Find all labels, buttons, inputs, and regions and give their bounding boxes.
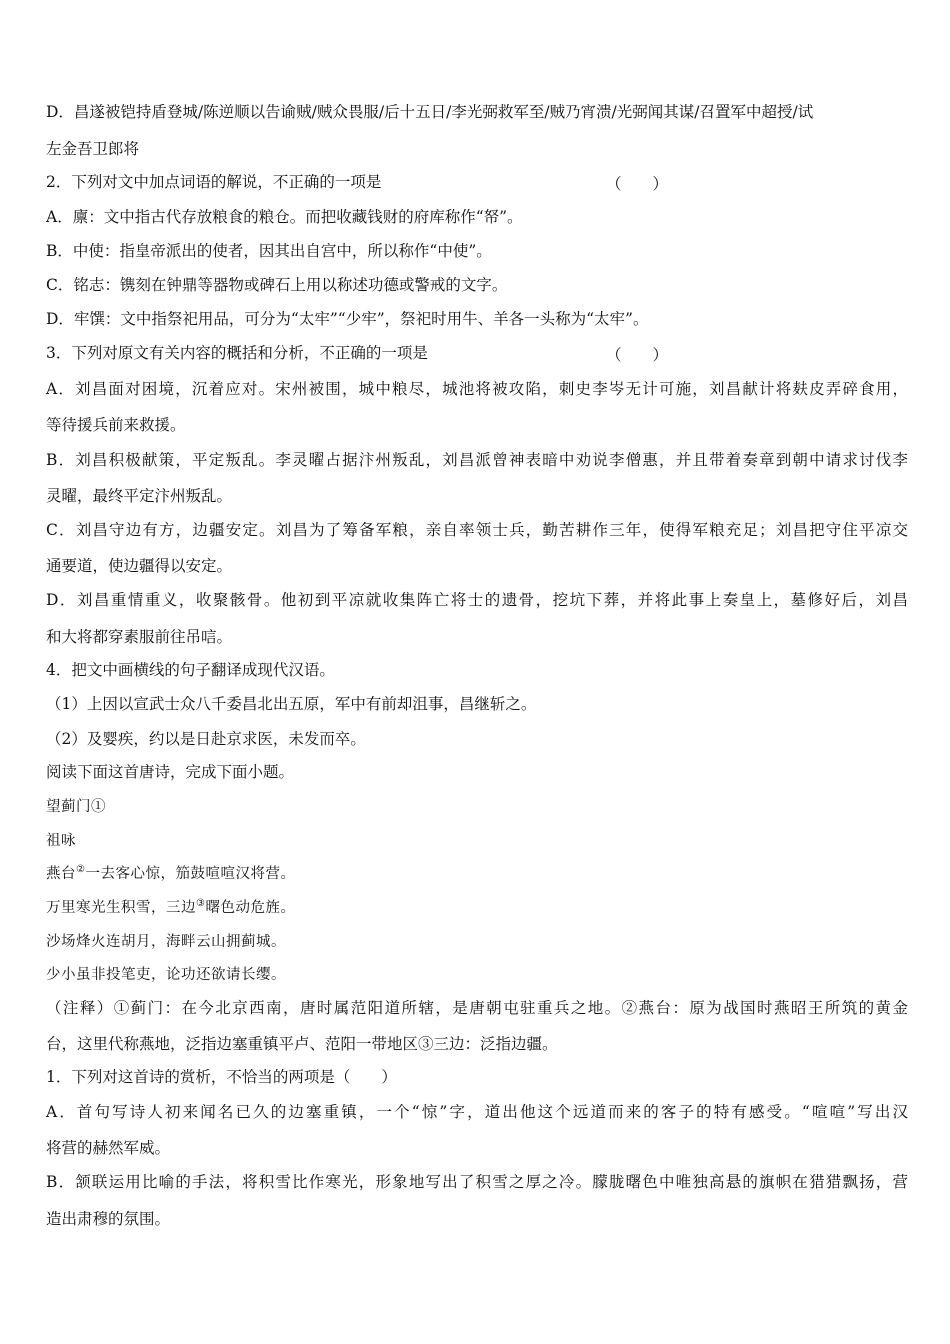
- footnote-mark-3: ③: [196, 898, 206, 909]
- q3-stem: 3．下列对原文有关内容的概括和分析，不正确的一项是: [46, 344, 428, 362]
- q4-sentence-2: （2）及婴疾，约以是日赴京求医，未发而卒。: [46, 730, 366, 748]
- q2-option-b: B．中使：指皇帝派出的使者，因其出自宫中，所以称作“中使”。: [46, 242, 492, 260]
- q3-option-d: D．刘昌重情重义，收聚骸骨。他初到平凉就收集阵亡将士的遗骨，挖坑下葬，并将此事上奏皇上，墓修好后，刘昌: [46, 591, 908, 609]
- poem-q1-option-b: B．颔联运用比喻的手法，将积雪比作寒光，形象地写出了积雪之厚之冷。朦胧曙色中唯独高悬的旗帜在猎猎飘扬，营: [46, 1173, 908, 1191]
- poem-title: 望蓟门①: [46, 799, 106, 815]
- poem-line-3: 沙场烽火连胡月，海畔云山拥蓟城。: [46, 934, 286, 950]
- q3-option-a: A．刘昌面对困境，沉着应对。宋州被围，城中粮尽，城池将被攻陷，刺史李岑无计可施，刘昌献计将麸皮弄碎食用，: [46, 380, 908, 398]
- q3-answer-paren: （ ）: [606, 346, 669, 364]
- q4-stem: 4．把文中画横线的句子翻译成现代汉语。: [46, 661, 335, 679]
- q2-option-d: D．牢馔：文中指祭祀用品，可分为“太牢”“少牢”，祭祀时用牛、羊各一头称为“太牢”。: [46, 310, 649, 328]
- poem-q1-option-a: A．首句写诗人初来闻名已久的边塞重镇，一个“惊”字，道出他这个远道而来的客子的特有感受。“喧喧”写出汉: [46, 1103, 908, 1121]
- poem-author: 祖咏: [46, 833, 76, 849]
- poem-q1-option-a-cont: 将营的赫然军威。: [46, 1139, 171, 1157]
- q1-option-d-cont: 左金吾卫郎将: [46, 140, 140, 158]
- q3-option-b: B．刘昌积极献策，平定叛乱。李灵曜占据汴州叛乱，刘昌派曾神表暗中劝说李僧惠，并且带着奏章到朝中请求讨伐李: [46, 451, 908, 469]
- poem-instruction: 阅读下面这首唐诗，完成下面小题。: [46, 763, 295, 781]
- poem-line-1: 燕台②一去客心惊，笳鼓喧喧汉将营。: [46, 864, 296, 882]
- q3-option-d-cont: 和大将都穿素服前往吊唁。: [46, 628, 233, 646]
- poem-line-4: 少小虽非投笔吏，论功还欲请长缨。: [46, 967, 286, 983]
- poem-q1-option-b-cont: 造出肃穆的氛围。: [46, 1210, 171, 1228]
- q3-option-b-cont: 灵曜，最终平定汴州叛乱。: [46, 487, 233, 505]
- poem-q1-stem: 1．下列对这首诗的赏析，不恰当的两项是（ ）: [46, 1068, 397, 1086]
- q2-option-c: C．铭志：镌刻在钟鼎等器物或碑石上用以称述功德或警戒的文字。: [46, 276, 508, 294]
- poem-line-2: 万里寒光生积雪，三边③曙色动危旌。: [46, 898, 296, 916]
- poem-notes: （注释）①蓟门：在今北京西南，唐时属范阳道所辖，是唐朝屯驻重兵之地。②燕台：原为战国时燕昭王所筑的黄金: [46, 999, 908, 1017]
- q3-option-c: C．刘昌守边有方，边疆安定。刘昌为了筹备军粮，亲自率领士兵，勤苦耕作三年，使得军粮充足；刘昌把守住平凉交: [46, 521, 908, 539]
- q2-stem: 2．下列对文中加点词语的解说，不正确的一项是: [46, 173, 382, 191]
- poem-notes-cont: 台，这里代称燕地，泛指边塞重镇平卢、范阳一带地区③三边：泛指边疆。: [46, 1035, 558, 1053]
- q2-answer-paren: （ ）: [606, 175, 669, 193]
- footnote-mark-2: ②: [76, 864, 86, 875]
- q2-option-a: A．廪：文中指古代存放粮食的粮仓。而把收藏钱财的府库称作“帑”。: [46, 208, 523, 226]
- q4-sentence-1: （1）上因以宣武士众八千委昌北出五原，军中有前却沮事，昌继斩之。: [46, 695, 537, 713]
- q1-option-d: D．昌遂被铠持盾登城/陈逆顺以告谕贼/贼众畏服/后十五日/李光弼救军至/贼乃宵溃/光弼闻其谋/召置军中超授/试: [46, 103, 814, 121]
- q3-option-c-cont: 通要道，使边疆得以安定。: [46, 557, 233, 575]
- q3-option-a-cont: 等待援兵前来救援。: [46, 416, 186, 434]
